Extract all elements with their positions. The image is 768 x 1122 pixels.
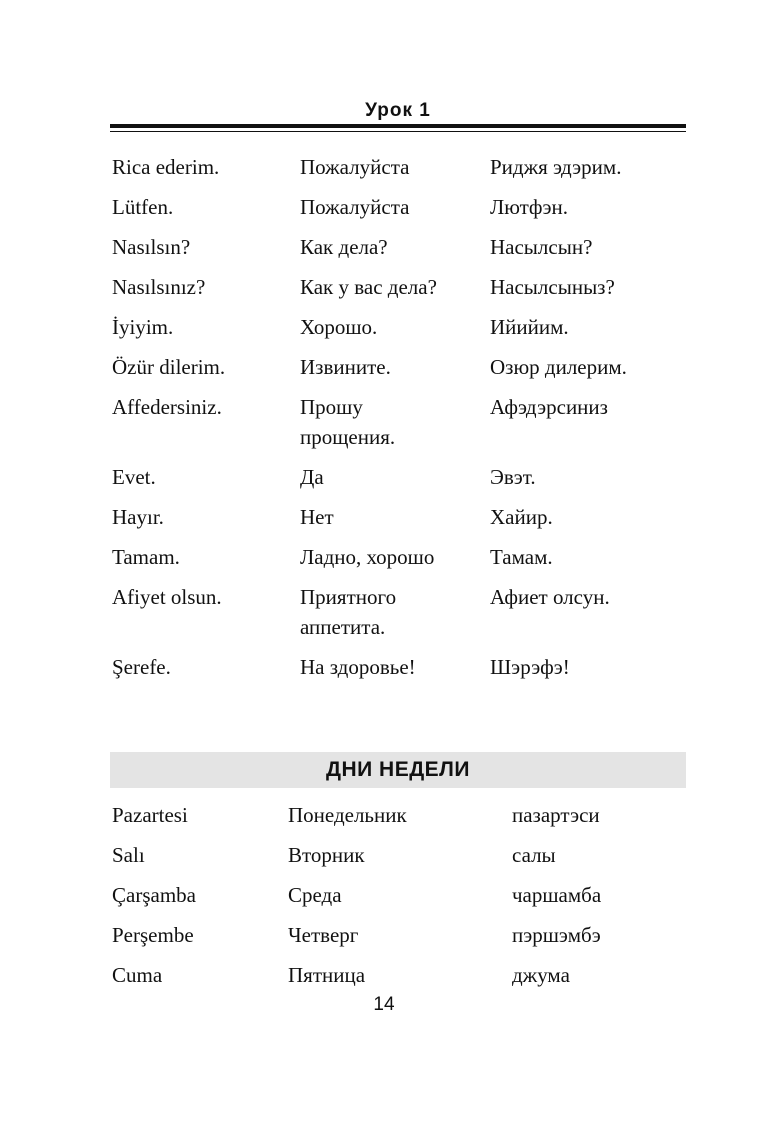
russian-translation: Извините. (300, 355, 391, 379)
turkish-phrase: Özür dilerim. (112, 355, 226, 379)
russian-translation-line1: Приятного (300, 585, 397, 609)
lesson-title: Урок 1 (365, 100, 431, 121)
day-pronunciation: салы (512, 843, 556, 867)
day-row (112, 840, 692, 870)
russian-day: Понедельник (288, 803, 407, 827)
turkish-phrase: Lütfen. (112, 195, 174, 219)
day-pronunciation: джума (512, 963, 570, 987)
turkish-phrase: Rica ederim. (112, 155, 220, 179)
day-row (112, 800, 692, 830)
pronunciation: Насылсыныз? (490, 275, 615, 299)
turkish-phrase: Affedersiniz. (112, 395, 222, 419)
pronunciation: Афиет олсун. (490, 585, 610, 609)
day-row (112, 880, 692, 910)
pronunciation: Хайир. (490, 505, 553, 529)
russian-translation: Нет (300, 505, 334, 529)
turkish-phrase: Nasılsınız? (112, 275, 206, 299)
phrase-row (112, 352, 692, 382)
phrase-row (112, 582, 692, 642)
phrase-row (112, 312, 692, 342)
phrase-row (112, 392, 692, 452)
phrase-row (112, 502, 692, 532)
pronunciation: Афэдэрсиниз (490, 395, 608, 419)
day-pronunciation: пазартэси (512, 803, 600, 827)
pronunciation: Насылсын? (490, 235, 593, 259)
phrase-row (112, 272, 692, 302)
pronunciation: Риджя эдэрим. (490, 155, 622, 179)
turkish-phrase: Hayır. (112, 505, 164, 529)
turkish-phrase: Nasılsın? (112, 235, 191, 259)
turkish-day: Salı (112, 843, 145, 867)
phrase-row (112, 192, 692, 222)
russian-day: Четверг (288, 923, 359, 947)
phrase-table (112, 152, 692, 692)
pronunciation: Эвэт. (490, 465, 536, 489)
russian-translation: Да (300, 465, 324, 489)
russian-day: Среда (288, 883, 342, 907)
day-row (112, 960, 692, 990)
pronunciation: Тамам. (490, 545, 553, 569)
pronunciation: Лютфэн. (490, 195, 568, 219)
russian-translation: Как дела? (300, 235, 388, 259)
russian-translation-line2: аппетита. (300, 615, 386, 639)
russian-translation-line2: прощения. (300, 425, 396, 449)
phrase-row (112, 652, 692, 682)
turkish-day: Perşembe (112, 923, 194, 947)
turkish-phrase: Evet. (112, 465, 156, 489)
turkish-day: Cuma (112, 963, 163, 987)
russian-translation (300, 582, 490, 642)
phrase-row (112, 462, 692, 492)
header-rule-thin (110, 131, 686, 132)
phrase-row (112, 152, 692, 182)
turkish-phrase: İyiyim. (112, 315, 174, 339)
phrase-row (112, 542, 692, 572)
phrase-row (112, 232, 692, 262)
russian-translation: Ладно, хорошо (300, 545, 435, 569)
russian-translation: Пожалуйста (300, 195, 410, 219)
russian-translation: На здоровье! (300, 655, 416, 679)
turkish-day: Çarşamba (112, 883, 196, 907)
page-number: 14 (373, 994, 395, 1015)
day-pronunciation: чаршамба (512, 883, 602, 907)
day-pronunciation: пэршэмбэ (512, 923, 601, 947)
day-row (112, 920, 692, 950)
turkish-phrase: Afiyet olsun. (112, 585, 222, 609)
russian-translation: Как у вас дела? (300, 275, 437, 299)
pronunciation: Шэрэфэ! (490, 655, 570, 679)
pronunciation: Ийийим. (490, 315, 569, 339)
days-table (112, 800, 692, 1000)
header-rule-thick (110, 124, 686, 128)
pronunciation: Озюр дилерим. (490, 355, 627, 379)
russian-translation (300, 392, 490, 452)
russian-translation: Хорошо. (300, 315, 378, 339)
russian-translation: Пожалуйста (300, 155, 410, 179)
russian-day: Вторник (288, 843, 365, 867)
turkish-phrase: Şerefe. (112, 655, 171, 679)
russian-translation-line1: Прошу (300, 395, 363, 419)
turkish-day: Pazartesi (112, 803, 188, 827)
turkish-phrase: Tamam. (112, 545, 180, 569)
section-title-days: ДНИ НЕДЕЛИ (110, 752, 686, 788)
russian-day: Пятница (288, 963, 366, 987)
